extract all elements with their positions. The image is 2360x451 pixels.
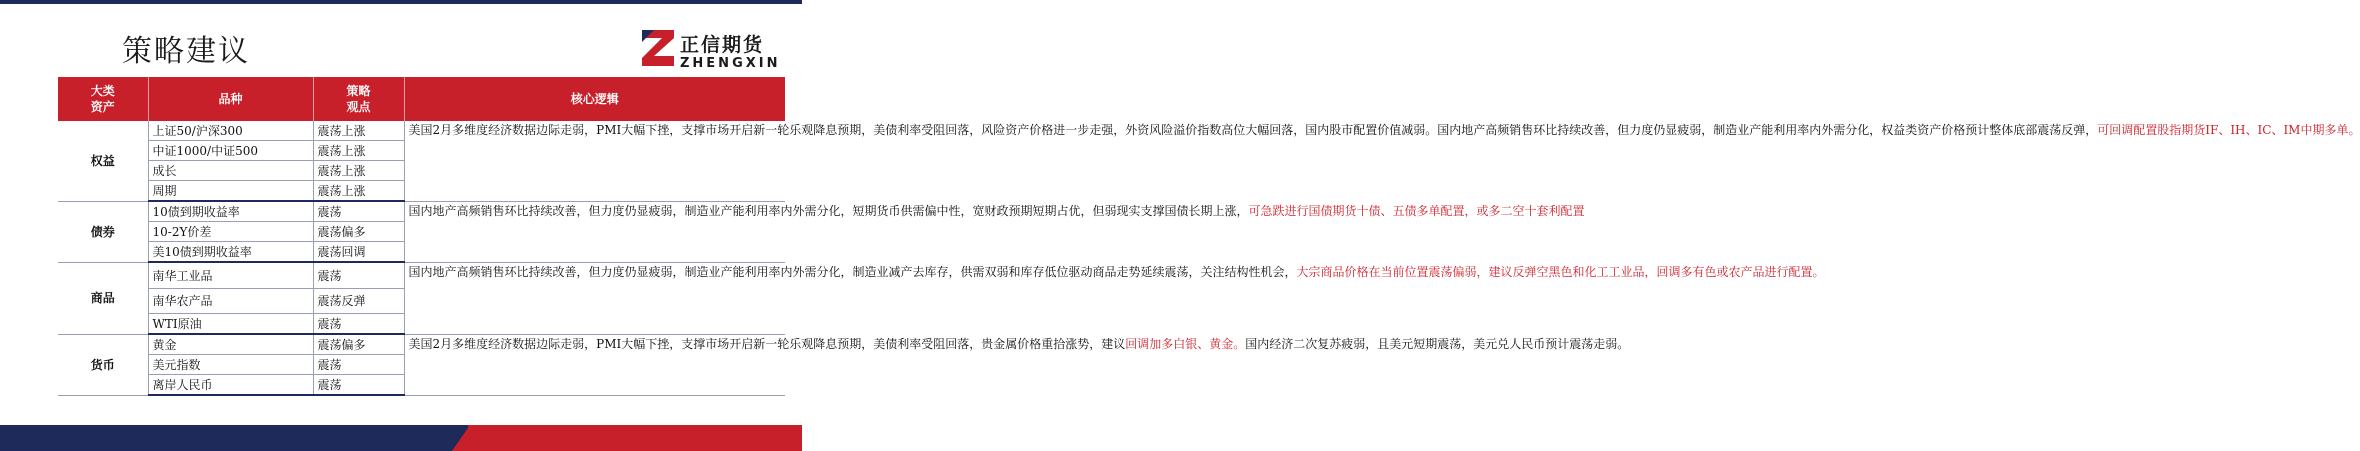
footer-navy-band	[0, 425, 470, 451]
logic-text: 美国2月多维度经济数据边际走弱，PMI大幅下挫，支撑市场开启新一轮乐观降息预期，美债利率受阻回落，风险资产价格进一步走强，外资风险溢价指数高位大幅回落，国内股市配置价值减弱。国内地产高频销售环比持续改善，但力度仍显疲弱，制造业产能利用率内外需分化，权益类资产价格预计整体底部震荡反弹，	[408, 123, 2098, 137]
footer-red-band	[468, 425, 802, 451]
variety-cell: 南华农产品	[148, 289, 313, 314]
logic-highlight: 大宗商品价格在当前位置震荡偏弱，建议反弹空黑色和化工工业品，回调多有色或农产品进行配置。	[1296, 264, 1825, 279]
view-cell: 震荡上涨	[313, 161, 404, 181]
asset-class-cell: 债券	[58, 201, 148, 262]
page-title: 策略建议	[122, 34, 250, 69]
header-logic: 核心逻辑	[404, 77, 785, 121]
view-cell: 震荡	[313, 355, 404, 375]
variety-cell: 上证50/沪深300	[148, 121, 313, 141]
table-row	[58, 262, 785, 289]
view-cell: 震荡上涨	[313, 121, 404, 141]
view-cell: 震荡	[313, 314, 404, 335]
brand-name-cn: 正信期货	[680, 34, 765, 56]
logic-cell	[404, 334, 1630, 395]
asset-class-cell: 货币	[58, 334, 148, 395]
header-view: 策略 观点	[313, 77, 404, 121]
table-row	[58, 121, 785, 141]
footer-bar	[0, 425, 802, 451]
logic-cell	[404, 121, 2360, 201]
view-cell: 震荡偏多	[313, 334, 404, 355]
brand-logo	[640, 26, 790, 76]
asset-class-cell: 权益	[58, 121, 148, 201]
view-cell: 震荡反弹	[313, 289, 404, 314]
view-cell: 震荡偏多	[313, 222, 404, 242]
logo-mark-icon	[640, 26, 676, 70]
brand-name-en: ZHENGXIN	[680, 56, 781, 71]
logic-text: 美国2月多维度经济数据边际走弱，PMI大幅下挫，支撑市场开启新一轮乐观降息预期，美债利率受阻回落，贵金属价格重拾涨势，建议	[408, 336, 1126, 351]
view-cell: 震荡上涨	[313, 141, 404, 161]
variety-cell: 周期	[148, 181, 313, 202]
logic-tail: 国内经济二次复苏疲弱，且美元短期震荡，美元兑人民币预计震荡走弱。	[1245, 336, 1630, 351]
view-cell: 震荡回调	[313, 242, 404, 263]
logic-text: 国内地产高频销售环比持续改善，但力度仍显疲弱，制造业产能利用率内外需分化，短期货币供需偏中性，宽财政预期短期占优，但弱现实支撑国债长期上涨，	[408, 203, 1249, 218]
logic-highlight: 回调加多白银、黄金。	[1125, 336, 1246, 351]
variety-cell: 10债到期收益率	[148, 201, 313, 222]
asset-class-cell: 商品	[58, 262, 148, 334]
view-cell: 震荡	[313, 262, 404, 289]
variety-cell: 美元指数	[148, 355, 313, 375]
variety-cell: 中证1000/中证500	[148, 141, 313, 161]
view-cell: 震荡	[313, 375, 404, 396]
variety-cell: 10-2Y价差	[148, 222, 313, 242]
logic-text: 国内地产高频销售环比持续改善，但力度仍显疲弱，制造业产能利用率内外需分化，制造业减产去库存，供需双弱和库存低位驱动商品走势延续震荡，关注结构性机会，	[408, 264, 1297, 279]
variety-cell: 美10债到期收益率	[148, 242, 313, 263]
table-header-row	[58, 77, 785, 121]
table-row	[58, 201, 785, 222]
strategy-table	[58, 77, 2360, 396]
variety-cell: 南华工业品	[148, 262, 313, 289]
view-cell: 震荡	[313, 201, 404, 222]
variety-cell: WTI原油	[148, 314, 313, 335]
variety-cell: 离岸人民币	[148, 375, 313, 396]
logic-highlight: 可回调配置股指期货IF、IH、IC、IM中期多单。	[2097, 123, 2360, 137]
header-variety: 品种	[148, 77, 313, 121]
logic-cell	[404, 201, 1585, 262]
table-row	[58, 334, 785, 355]
variety-cell: 黄金	[148, 334, 313, 355]
logic-cell	[404, 262, 1825, 334]
header-asset: 大类 资产	[58, 77, 148, 121]
logic-highlight: 可急跌进行国债期货十债、五债多单配置，或多二空十套利配置	[1248, 203, 1585, 218]
top-accent-bar	[0, 0, 802, 4]
view-cell: 震荡上涨	[313, 181, 404, 202]
variety-cell: 成长	[148, 161, 313, 181]
footer-divider	[452, 425, 470, 451]
